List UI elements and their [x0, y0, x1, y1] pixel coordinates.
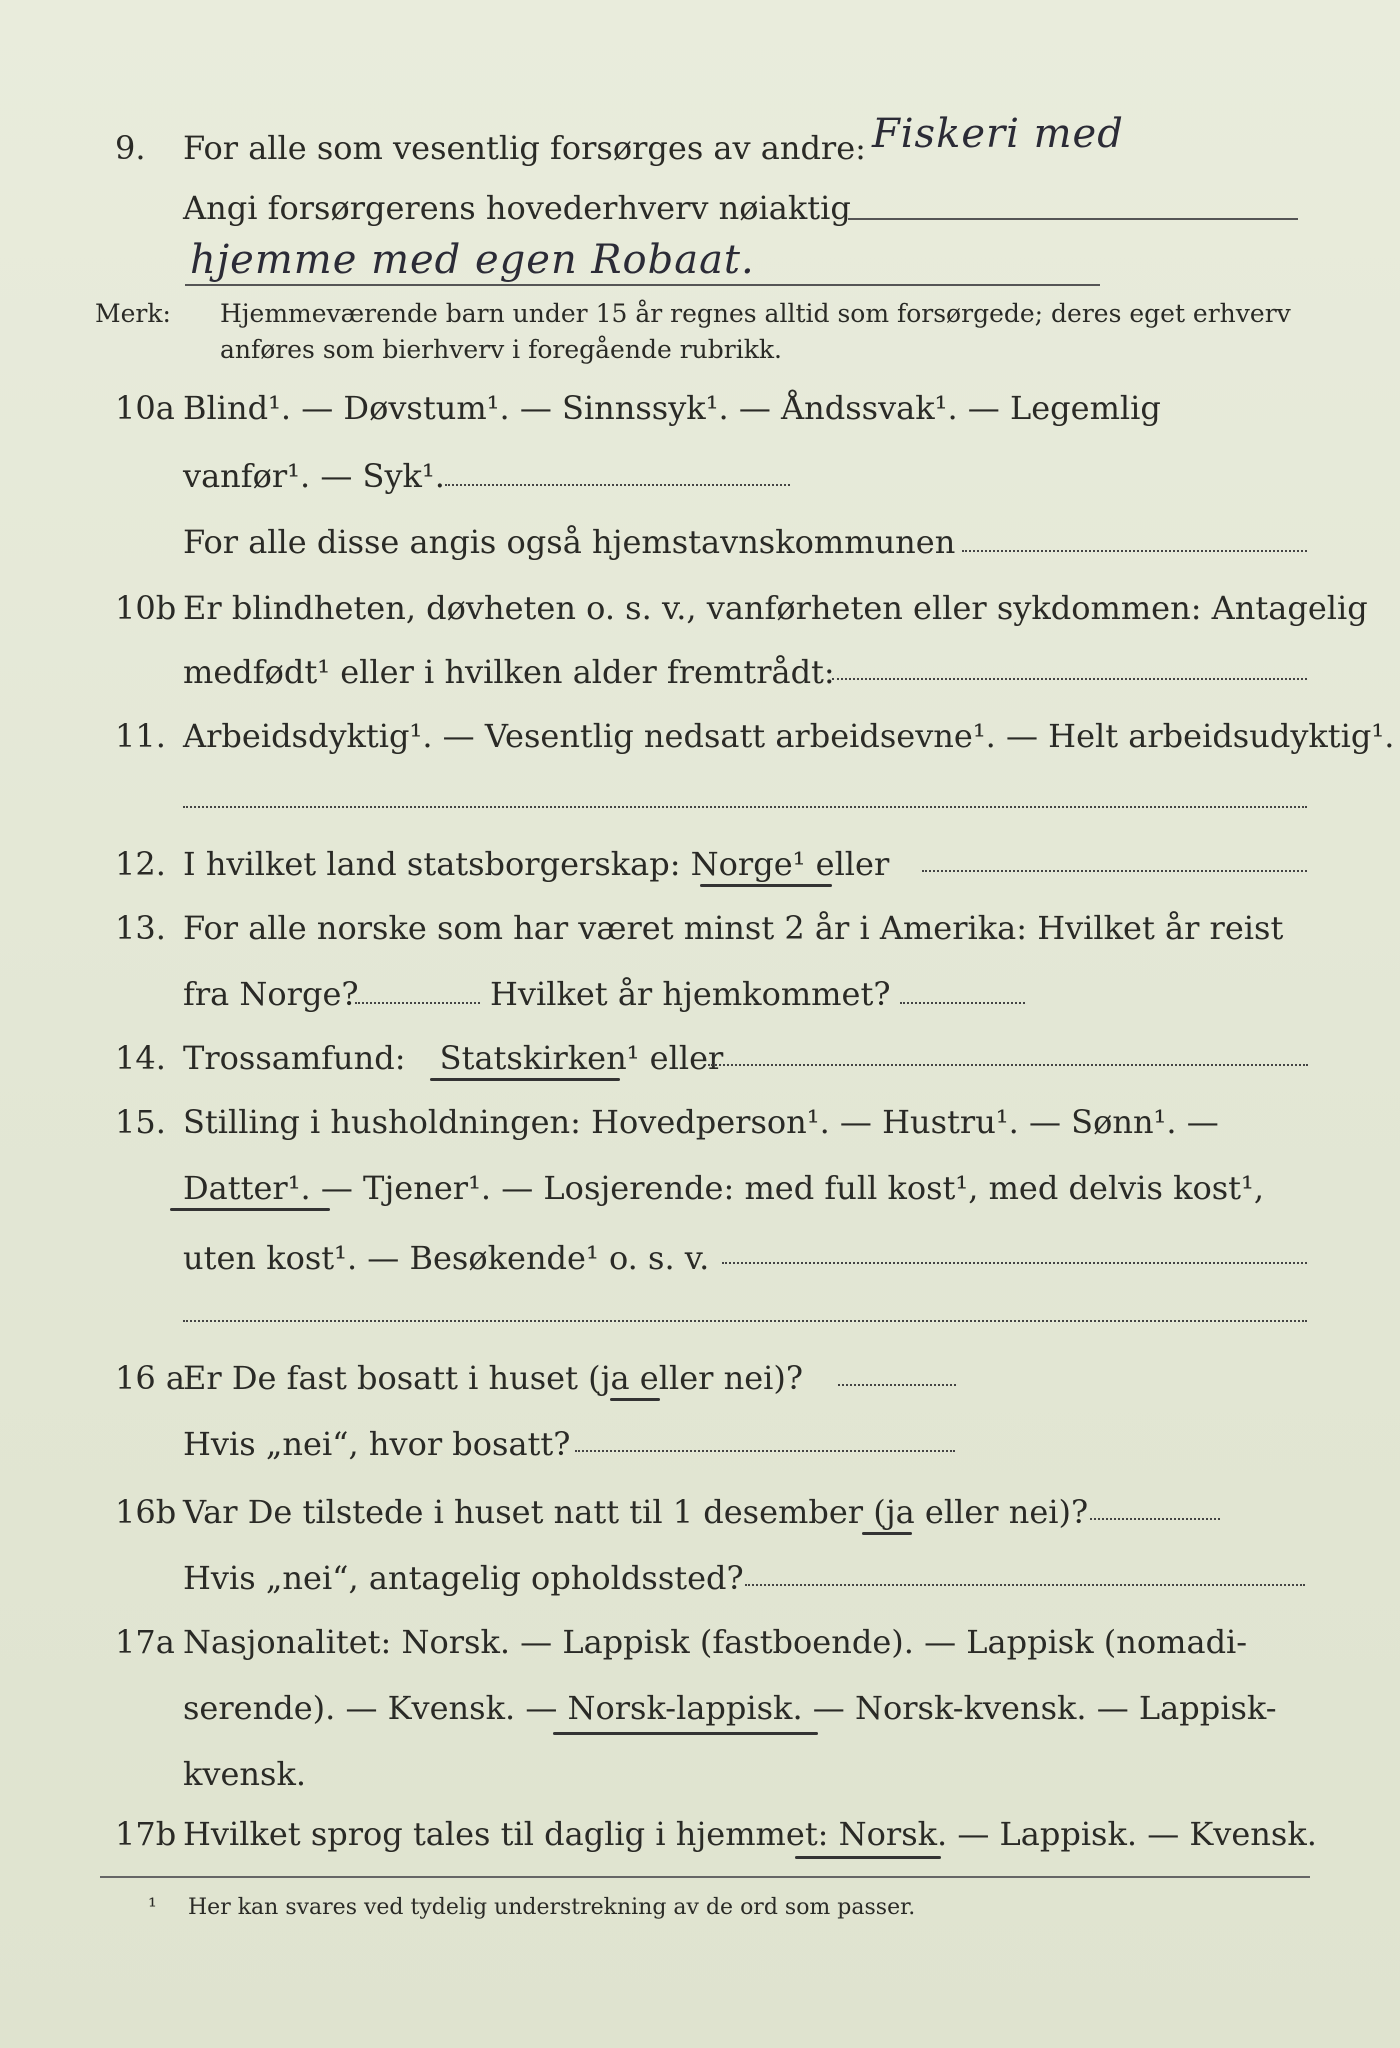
q9-answer-line-2[interactable]	[185, 284, 1100, 286]
q12-option-norge[interactable]: Norge¹	[690, 845, 806, 883]
q9-text-2: Angi forsørgerens hovederhverv nøiaktig	[183, 189, 851, 227]
merk-label: Merk:	[95, 299, 171, 328]
q12-text: I hvilket land statsborgerskap:	[183, 845, 681, 883]
q17a-text-1: Nasjonalitet: Norsk. — Lappisk (fastboende). — Lappisk (nomadi-	[183, 1623, 1248, 1661]
q17b-text-after: — Lappisk. — Kvensk.	[957, 1815, 1317, 1853]
q12-norge-underline-mark	[700, 884, 832, 887]
q10b-number: 10b	[115, 589, 177, 627]
q13-text-1: For alle norske som har været minst 2 år i Amerika: Hvilket år reist	[183, 909, 1284, 947]
q16a-text-1: Er De fast bosatt i huset (ja eller nei)?	[183, 1359, 804, 1397]
q13-number: 13.	[115, 909, 166, 947]
q17b-number: 17b	[115, 1815, 177, 1853]
q16a-answer-line[interactable]	[838, 1384, 956, 1386]
q11-number: 11.	[115, 717, 166, 755]
q16b-answer-line[interactable]	[1090, 1518, 1220, 1520]
q14-statskirken-underline-mark	[430, 1078, 620, 1081]
q15-number: 15.	[115, 1103, 166, 1141]
q17a-norsk-lappisk-underline-mark	[553, 1732, 818, 1735]
q9-number: 9.	[115, 129, 146, 167]
q16b-text-2: Hvis „nei“, antagelig opholdssted?	[183, 1559, 744, 1597]
q17a-text-2: serende). — Kvensk. — Norsk-lappisk. — Norsk-kvensk. — Lappisk-	[183, 1689, 1277, 1727]
q14-text-eller: eller	[649, 1039, 724, 1077]
q15-text-1: Stilling i husholdningen: Hovedperson¹. — Hustru¹. — Sønn¹. —	[183, 1103, 1219, 1141]
q13-text-2b: Hvilket år hjemkommet?	[490, 975, 891, 1013]
merk-text-1: Hjemmeværende barn under 15 år regnes alltid som forsørgede; deres eget erhverv	[220, 299, 1291, 328]
q10b-text-2: medfødt¹ eller i hvilken alder fremtrådt:	[183, 653, 835, 691]
q16a-text-2: Hvis „nei“, hvor bosatt?	[183, 1425, 571, 1463]
q17b-text: Hvilket sprog tales til daglig i hjemmet:	[183, 1815, 829, 1853]
q11-text: Arbeidsdyktig¹. — Vesentlig nedsatt arbeidsevne¹. — Helt arbeidsudyktig¹.	[183, 717, 1395, 755]
q14-text: Trossamfund:	[183, 1039, 406, 1077]
q15-answer-line-1[interactable]	[722, 1262, 1307, 1264]
q17a-number: 17a	[115, 1623, 175, 1661]
q16a-ja-underline-mark	[610, 1398, 660, 1401]
q10b-text-1: Er blindheten, døvheten o. s. v., vanførheten eller sykdommen: Antagelig	[183, 589, 1368, 627]
q16b-number: 16b	[115, 1493, 177, 1531]
q12-answer-line[interactable]	[922, 870, 1307, 872]
q11-answer-line[interactable]	[183, 806, 1307, 808]
q15-text-2: — Tjener¹. — Losjerende: med full kost¹, med delvis kost¹,	[320, 1169, 1265, 1207]
q10a-text-2: vanfør¹. — Syk¹.	[183, 457, 445, 495]
q12-text-eller: eller	[815, 845, 890, 883]
q9-handwritten-continuation: hjemme med egen Robaat.	[190, 237, 755, 283]
q15-text-3: uten kost¹. — Besøkende¹ o. s. v.	[183, 1239, 710, 1277]
footnote-text: Her kan svares ved tydelig understrekning av de ord som passer.	[188, 1895, 916, 1920]
q14-option-statskirken[interactable]: Statskirken¹	[439, 1039, 640, 1077]
q16b-text-1: Var De tilstede i huset natt til 1 desember (ja eller nei)?	[183, 1493, 1089, 1531]
q16a-residence-answer-line[interactable]	[575, 1450, 955, 1452]
q16b-location-answer-line[interactable]	[745, 1584, 1305, 1586]
q12-number: 12.	[115, 845, 166, 883]
q15-datter-underline-mark	[170, 1208, 330, 1211]
q17a-text-3: kvensk.	[183, 1755, 306, 1793]
q14-number: 14.	[115, 1039, 166, 1077]
q16a-number: 16 a	[115, 1359, 185, 1397]
q15-answer-line-2[interactable]	[183, 1320, 1307, 1322]
q15-option-datter[interactable]: Datter¹.	[183, 1169, 311, 1207]
q10a-text-1: Blind¹. — Døvstum¹. — Sinnssyk¹. — Åndssvak¹. — Legemlig	[183, 389, 1161, 427]
q9-answer-line-1[interactable]	[848, 218, 1298, 220]
q10b-answer-line[interactable]	[832, 678, 1307, 680]
q9-handwritten-occupation: Fiskeri med	[872, 111, 1124, 157]
q10a-sick-answer-line[interactable]	[445, 484, 790, 486]
merk-text-2: anføres som bierhverv i foregående rubrikk.	[220, 335, 782, 364]
footnote-mark: ¹	[148, 1895, 157, 1920]
q13-year-returned-answer-line[interactable]	[900, 1002, 1025, 1004]
q16b-ja-underline-mark	[862, 1532, 912, 1535]
q10a-text-3: For alle disse angis også hjemstavnskommunen	[183, 523, 956, 561]
q10a-number: 10a	[115, 389, 175, 427]
q10a-kommune-answer-line[interactable]	[962, 550, 1307, 552]
q13-text-2a: fra Norge?	[183, 975, 359, 1013]
q13-year-left-answer-line[interactable]	[355, 1002, 480, 1004]
q17b-norsk-underline-mark	[795, 1856, 941, 1859]
q9-text-1: For alle som vesentlig forsørges av andre:	[183, 129, 866, 167]
q17b-option-norsk[interactable]: Norsk.	[838, 1815, 948, 1853]
footnote-divider	[100, 1876, 1310, 1878]
q14-answer-line[interactable]	[708, 1064, 1308, 1066]
